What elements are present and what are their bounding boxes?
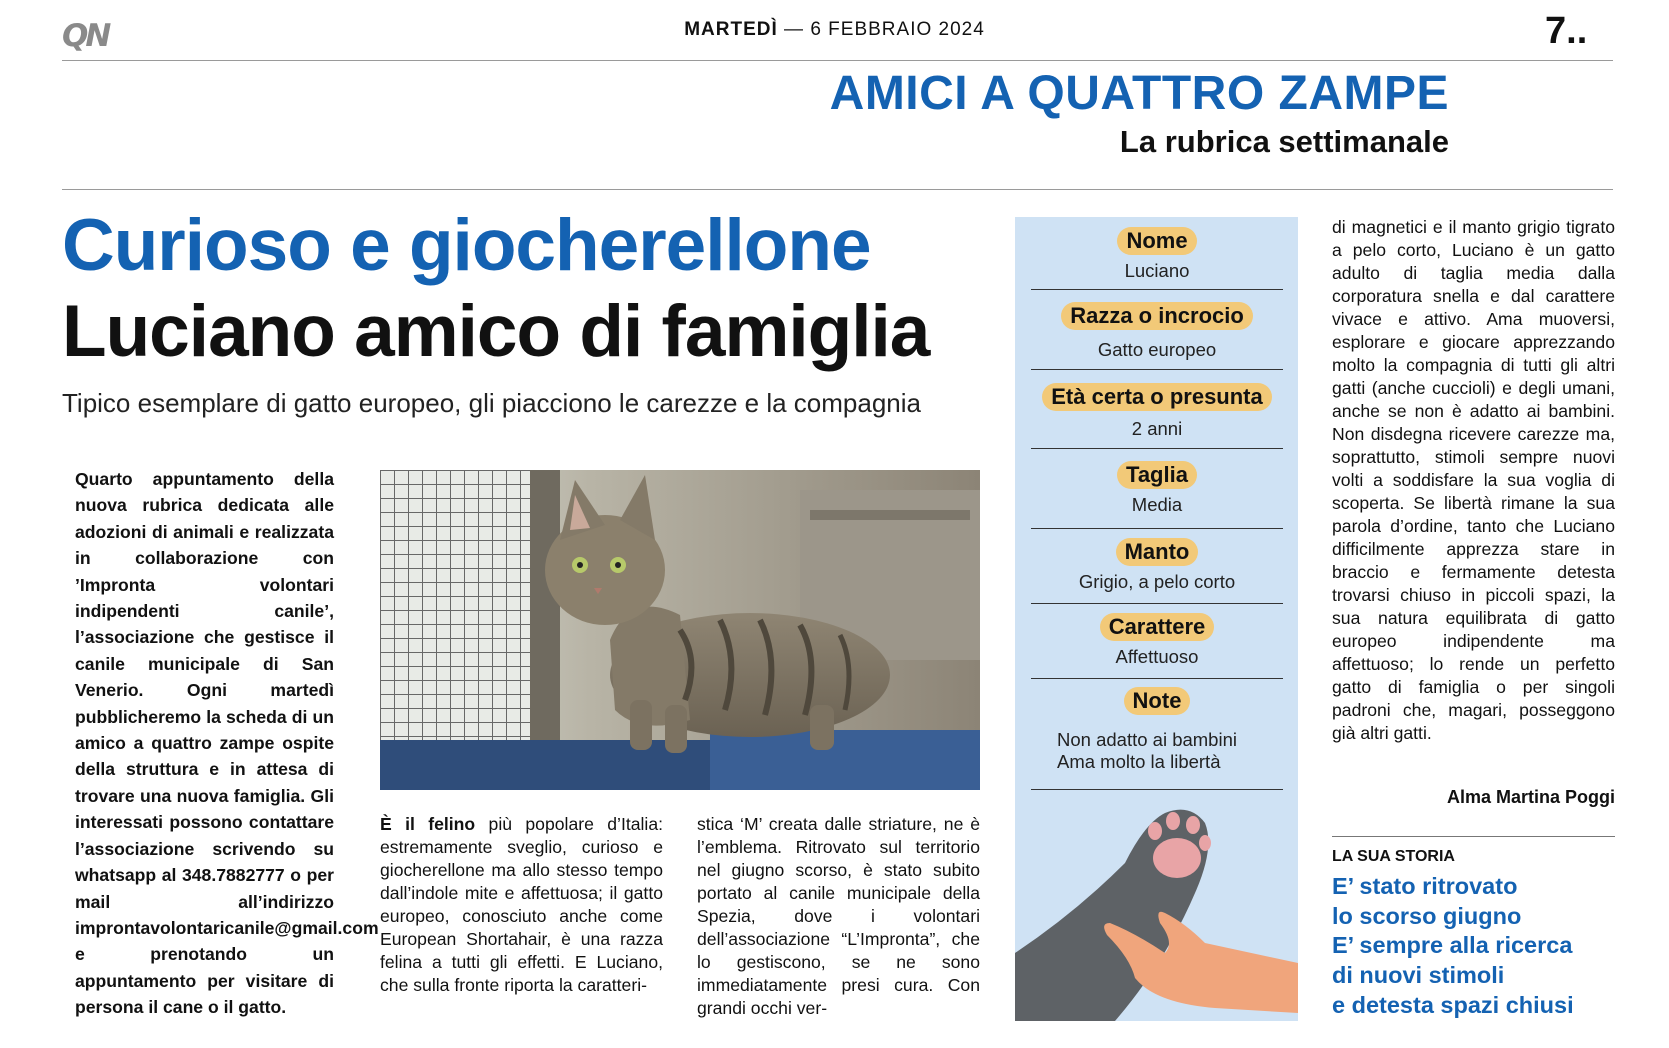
field-razza: [1031, 302, 1283, 361]
field-taglia: [1031, 461, 1283, 516]
story-kicker: LA SUA STORIA: [1332, 848, 1455, 865]
card-divider: [1031, 528, 1283, 529]
field-label: Manto: [1116, 538, 1199, 566]
paw-hand-illustration: [1015, 803, 1298, 1021]
dateline-dash: —: [784, 19, 805, 40]
story-divider: [1332, 836, 1615, 837]
newspaper-logo: QN: [62, 18, 109, 54]
headline-primary: Curioso e giocherellone: [62, 205, 871, 286]
rubric-title: AMICI A QUATTRO ZAMPE: [829, 67, 1449, 120]
field-value: Gatto europeo: [1097, 339, 1217, 360]
story-line: E’ sempre alla ricerca: [1332, 932, 1573, 959]
field-label: Razza o incrocio: [1061, 302, 1253, 330]
section-divider: [62, 189, 1613, 190]
card-divider: [1031, 448, 1283, 449]
field-value: [1031, 729, 1283, 773]
field-carattere: [1031, 613, 1283, 668]
body-column-1: [380, 813, 663, 997]
field-note: [1031, 687, 1283, 773]
intro-paragraph: Quarto appuntamento della nuova rubrica dedicata alle adozioni di animali e realizzata in collaborazione con ’Impronta volontari indipendenti canile’, l’associazione che gestisce il canile municipale di San Venerio. Ogni martedì pubblicheremo la scheda di un amico a quattro zampe ospite della struttura e in attesa di trovare una nuova famiglia. Gli interessati possono contattare l’associazione scrivendo su whatsapp al 348.7882777 o per mail all’indirizzo improntavolontaricanile@gmail.com e prenotando un appuntamento per visitare di persona il cane o il gatto.: [75, 469, 379, 1018]
top-divider: [62, 60, 1613, 61]
dateline-date: 6 FEBBRAIO 2024: [810, 19, 985, 40]
field-label: Note: [1124, 687, 1191, 715]
cat-photo: [380, 470, 980, 790]
page-number: 7..: [1545, 10, 1588, 52]
field-nome: [1031, 227, 1283, 282]
pet-info-card: [1015, 217, 1298, 1021]
story-line: E’ stato ritrovato: [1332, 873, 1518, 899]
field-value: Grigio, a pelo corto: [1078, 571, 1236, 592]
byline: Alma Martina Poggi: [1446, 787, 1615, 807]
field-label: Taglia: [1117, 461, 1197, 489]
article-dek: Tipico esemplare di gatto europeo, gli piacciono le carezze e la compagnia: [62, 388, 921, 418]
note-line-1: Non adatto ai bambini: [1057, 729, 1237, 750]
field-label: Carattere: [1100, 613, 1215, 641]
dateline-day: MARTEDÌ: [684, 19, 778, 40]
card-divider: [1031, 289, 1283, 290]
field-manto: [1031, 538, 1283, 593]
body-lead: È il felino: [380, 814, 476, 834]
card-divider: [1031, 789, 1283, 790]
card-divider: [1031, 369, 1283, 370]
field-value: 2 anni: [1131, 418, 1183, 439]
headline-secondary: Luciano amico di famiglia: [62, 291, 930, 372]
card-divider: [1031, 678, 1283, 679]
dateline: [0, 19, 1669, 41]
rubric-subtitle: La rubrica settimanale: [1119, 124, 1449, 159]
field-value: Luciano: [1124, 260, 1190, 281]
body-column-3: di magnetici e il manto grigio tigrato a pelo corto, Luciano è un gatto adulto di taglia media dalla corporatura snella e dal carattere vivace e attivo. Ama muoversi, esplorare e giocare apprezzando molto la compagnia di tutti gli altri gatti (anche cuccioli) e degli umani, anche se non è adatto ai bambini. Non disdegna ricevere carezze ma, soprattutto, stimoli sempre nuovi volti a soddisfare la sua voglia di scoperta. Se libertà rimane la sua parola d’ordine, tanto che Luciano difficilmente apprezza stare in braccio e fermamente detesta trovarsi chiuso in piccoli spazi, la sua natura equilibrata di gatto europeo indipendente ma affettuoso; lo rende un perfetto gatto di famiglia o per singoli padroni che, magari, posseggono già altri gatti.: [1332, 217, 1615, 743]
field-label: Nome: [1117, 227, 1196, 255]
story-highlights: [1332, 872, 1632, 1021]
field-label: Età certa o presunta: [1042, 383, 1272, 411]
story-line: lo scorso giugno: [1332, 902, 1522, 929]
field-value: Media: [1131, 494, 1183, 515]
story-line: di nuovi stimoli: [1332, 962, 1505, 989]
note-line-2: Ama molto la libertà: [1057, 751, 1221, 772]
story-line: e detesta spazi chiusi: [1332, 991, 1574, 1018]
body-column-1-text: più popolare d’Italia: estremamente sveglio, curioso e giocherellone ma allo stesso tempo dall’indole mite e affettuosa; il gatto europeo, conosciuto anche come European Shortahair, è una razza felina a tutti gli effetti. E Luciano, che sulla fronte riporta la caratteri-: [380, 814, 663, 995]
field-value: Affettuoso: [1115, 646, 1199, 667]
body-column-2: stica ‘M’ creata dalle striature, ne è l’emblema. Ritrovato sul territorio nel giugno scorso, è stato subito portato al canile municipale della Spezia, dove i volontari dell’associazione “L’Impronta”, che lo gestiscono, se ne sono immediatamente presi cura. Con grandi occhi ver-: [697, 814, 980, 1018]
card-divider: [1031, 603, 1283, 604]
field-eta: [1031, 383, 1283, 440]
